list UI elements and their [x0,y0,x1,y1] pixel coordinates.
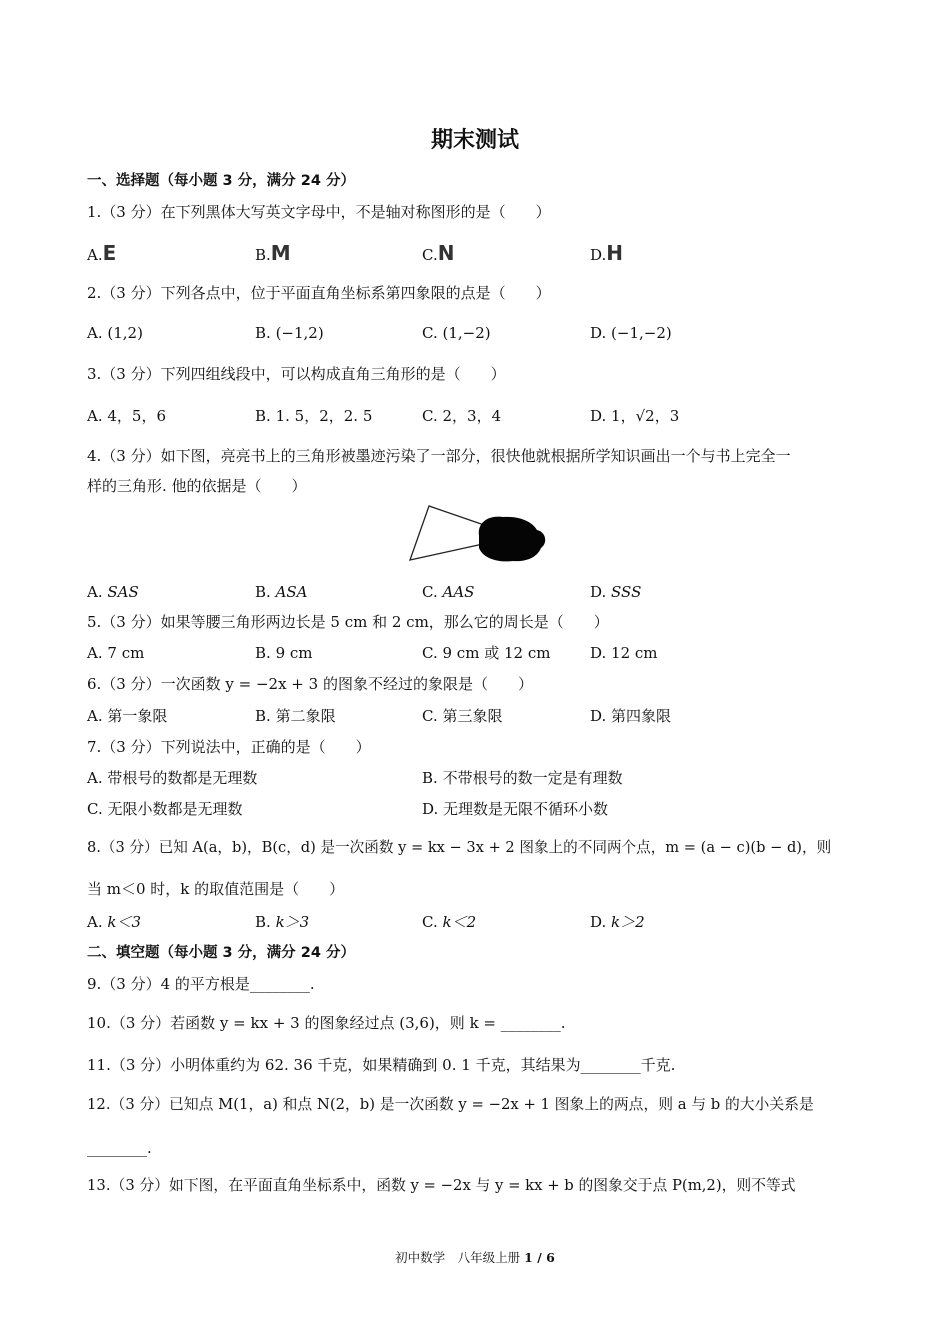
question-10-stem: 10.（3 分）若函数 y = kx + 3 的图象经过点 (3,6)，则 k = ________. [87,1014,566,1032]
question-12-stem-line1: 12.（3 分）已知点 M(1，a) 和点 N(2，b) 是一次函数 y = −2x + 1 图象上的两点，则 a 与 b 的大小关系是 [87,1096,814,1113]
question-13-stem: 13.（3 分）如下图，在平面直角坐标系中，函数 y = −2x 与 y = kx + b 的图象交于点 P(m,2)，则不等式 [87,1177,796,1194]
question-7-stem: 7.（3 分）下列说法中，正确的是（ ） [87,738,371,756]
option-c: C. (1,−2) [422,324,491,342]
option-d: D. (−1,−2) [590,324,672,342]
option-c: C. k＜2 [422,913,477,931]
option-c: C. 9 cm 或 12 cm [422,644,551,662]
option-d: D. k＞2 [590,913,645,931]
page-footer [0,1248,950,1266]
option-a: A. 7 cm [87,644,145,662]
question-12-stem-line2: ________. [87,1139,152,1157]
question-4-stem-line1: 4.（3 分）如下图，亮亮书上的三角形被墨迹污染了一部分，很快他就根据所学知识画出一个与书上完全一 [87,447,791,465]
option-d: D. SSS [590,583,642,601]
question-8-stem-line2: 当 m＜0 时，k 的取值范围是（ ） [87,880,345,898]
question-9-stem: 9.（3 分）4 的平方根是________. [87,975,315,993]
option-a: A. (1,2) [87,324,143,342]
section-heading-fill-in: 二、填空题（每小题 3 分，满分 24 分） [87,945,355,961]
option-c: C. AAS [422,583,475,601]
option-d: D. 第四象限 [590,707,672,725]
option-d: D.H [590,241,624,265]
option-a: A.E [87,241,117,265]
option-b: B. 1. 5，2，2. 5 [255,407,373,425]
section-heading-choice: 一、选择题（每小题 3 分，满分 24 分） [87,173,355,189]
option-c: C. 无限小数都是无理数 [87,800,243,818]
option-b: B. 第二象限 [255,707,336,725]
option-a: A. 4，5，6 [87,407,167,425]
option-a: A. k＜3 [87,913,142,931]
ink-stained-triangle-figure [405,500,555,570]
footer-page-number: 1 / 6 [524,1250,555,1265]
option-d: D. 1，√2，3 [590,407,680,425]
page-title: 期末测试 [430,128,519,153]
option-b: B. 不带根号的数一定是有理数 [422,769,623,787]
option-b: B. k＞3 [255,913,310,931]
option-c: C. 第三象限 [422,707,503,725]
option-d: D. 无理数是无限不循环小数 [422,800,609,818]
option-d: D. 12 cm [590,644,658,662]
option-b: B. (−1,2) [255,324,324,342]
option-a: A. 第一象限 [87,707,168,725]
question-8-stem-line1: 8.（3 分）已知 A(a，b)，B(c，d) 是一次函数 y = kx − 3x + 2 图象上的不同两个点，m = (a − c)(b − d)，则 [87,839,832,856]
question-3-stem: 3.（3 分）下列四组线段中，可以构成直角三角形的是（ ） [87,365,506,383]
question-1-stem: 1.（3 分）在下列黑体大写英文字母中，不是轴对称图形的是（ ） [87,203,551,221]
question-4-stem-line2: 样的三角形. 他的依据是（ ） [87,477,307,495]
question-5-stem: 5.（3 分）如果等腰三角形两边长是 5 cm 和 2 cm，那么它的周长是（ ） [87,613,609,631]
option-c: C. 2，3，4 [422,407,502,425]
option-b: B. 9 cm [255,644,313,662]
option-b: B. ASA [255,583,308,601]
option-c: C.N [422,241,455,265]
question-11-stem: 11.（3 分）小明体重约为 62. 36 千克，如果精确到 0. 1 千克，其结果为________千克. [87,1056,676,1074]
question-6-stem: 6.（3 分）一次函数 y = −2x + 3 的图象不经过的象限是（ ） [87,675,533,693]
option-a: A. 带根号的数都是无理数 [87,769,258,787]
option-b: B.M [255,241,291,265]
option-a: A. SAS [87,583,139,601]
question-2-stem: 2.（3 分）下列各点中，位于平面直角坐标系第四象限的点是（ ） [87,284,551,302]
footer-subject: 初中数学 八年级上册 [395,1250,521,1265]
